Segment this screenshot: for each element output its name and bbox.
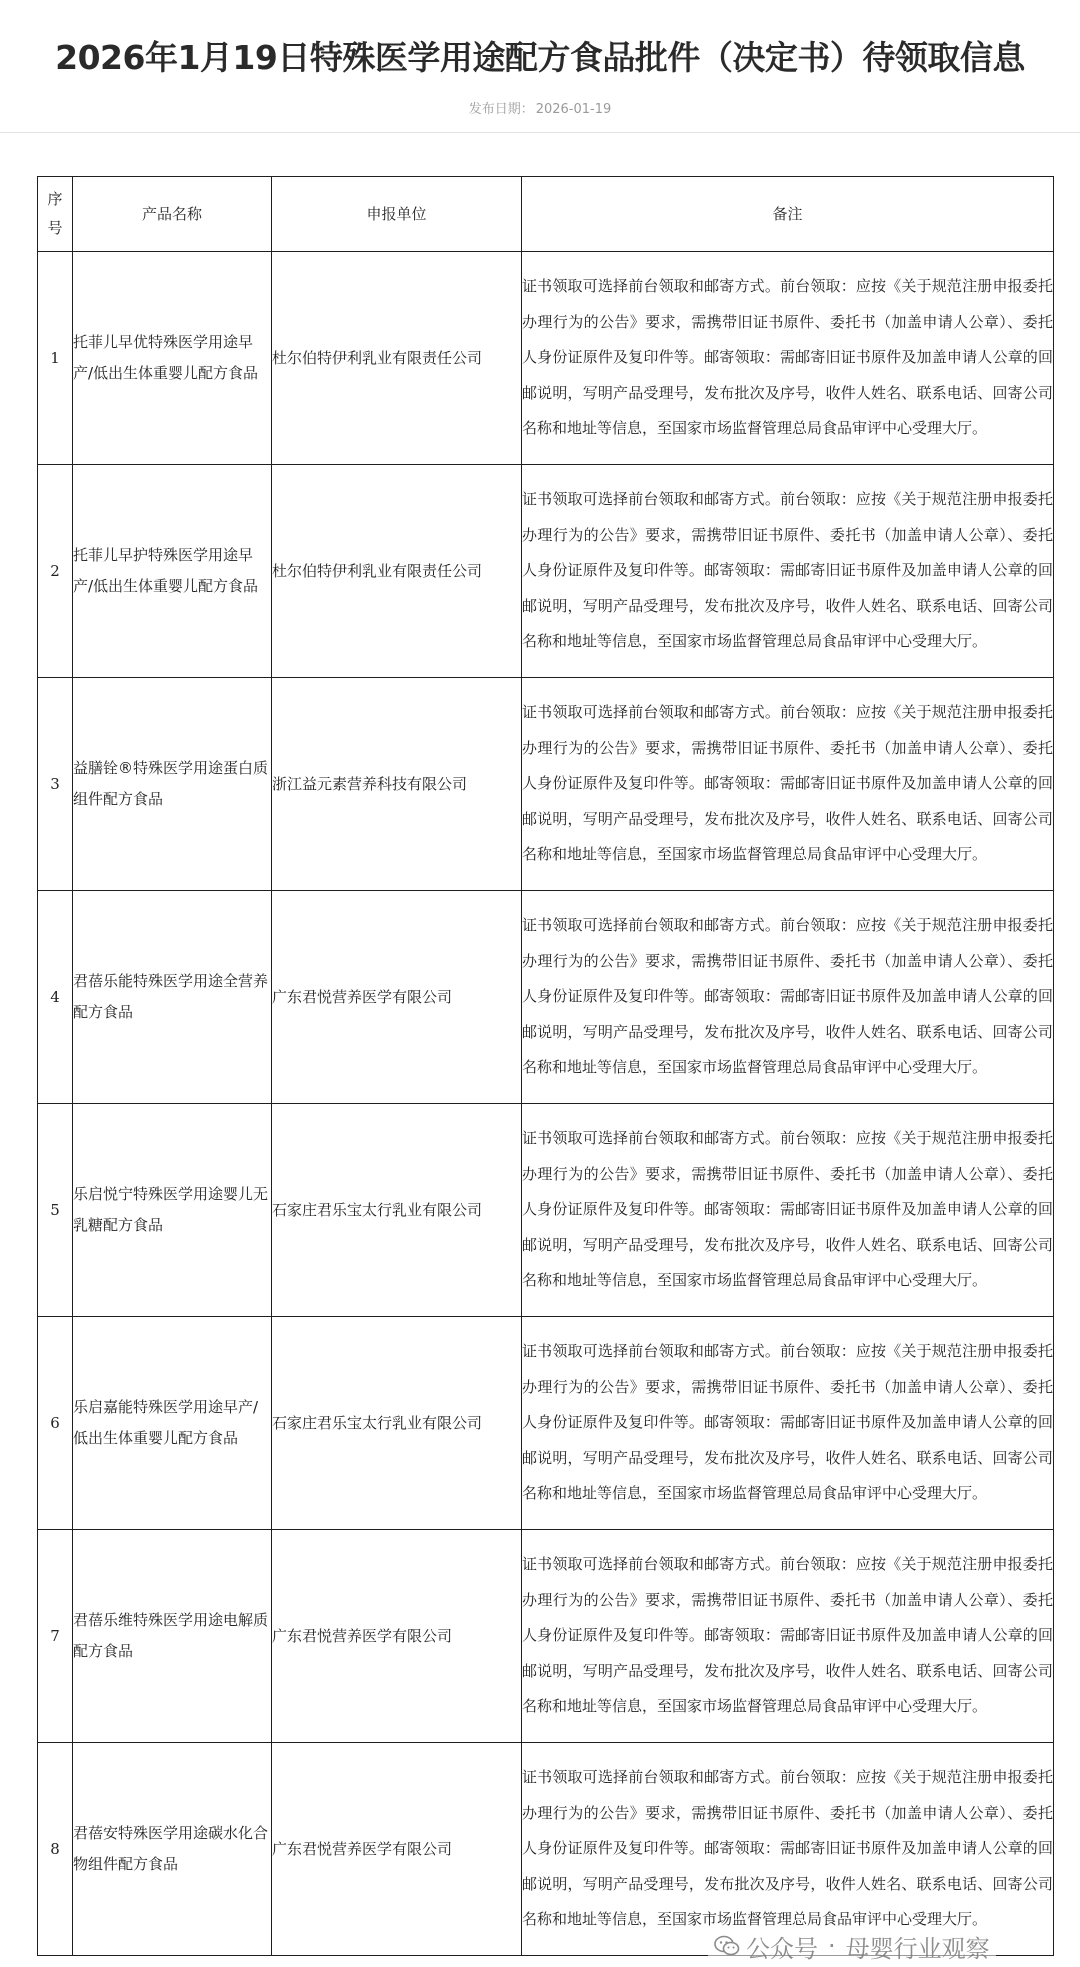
cell-product-name: 君蓓安特殊医学用途碳水化合物组件配方食品 xyxy=(73,1743,272,1956)
cell-note: 证书领取可选择前台领取和邮寄方式。前台领取：应按《关于规范注册申报委托办理行为的公告》要求，需携带旧证书原件、委托书（加盖申请人公章）、委托人身份证原件及复印件等。邮寄领取：需邮寄旧证书原件及加盖申请人公章的回邮说明，写明产品受理号，发布批次及序号，收件人姓名、联系电话、回寄公司名称和地址等信息，至国家市场监督管理总局食品审评中心受理大厅。 xyxy=(522,1743,1054,1956)
cell-note: 证书领取可选择前台领取和邮寄方式。前台领取：应按《关于规范注册申报委托办理行为的公告》要求，需携带旧证书原件、委托书（加盖申请人公章）、委托人身份证原件及复印件等。邮寄领取：需邮寄旧证书原件及加盖申请人公章的回邮说明，写明产品受理号，发布批次及序号，收件人姓名、联系电话、回寄公司名称和地址等信息，至国家市场监督管理总局食品审评中心受理大厅。 xyxy=(522,1317,1054,1530)
cell-note: 证书领取可选择前台领取和邮寄方式。前台领取：应按《关于规范注册申报委托办理行为的公告》要求，需携带旧证书原件、委托书（加盖申请人公章）、委托人身份证原件及复印件等。邮寄领取：需邮寄旧证书原件及加盖申请人公章的回邮说明，写明产品受理号，发布批次及序号，收件人姓名、联系电话、回寄公司名称和地址等信息，至国家市场监督管理总局食品审评中心受理大厅。 xyxy=(522,465,1054,678)
cell-seq: 7 xyxy=(38,1530,73,1743)
watermark-account: 母婴行业观察 xyxy=(845,1934,990,1963)
table-body xyxy=(38,252,1054,1956)
header-seq: 序号 xyxy=(38,177,73,252)
table-row xyxy=(38,1530,1054,1743)
watermark-separator: · xyxy=(828,1932,836,1960)
cell-product-name: 益膳铨®特殊医学用途蛋白质组件配方食品 xyxy=(73,678,272,891)
page-title: 2026年1月19日特殊医学用途配方食品批件（决定书）待领取信息 xyxy=(55,38,1025,78)
cell-applicant-unit: 广东君悦营养医学有限公司 xyxy=(272,1743,522,1956)
cell-seq: 3 xyxy=(38,678,73,891)
cell-seq: 8 xyxy=(38,1743,73,1956)
cell-note: 证书领取可选择前台领取和邮寄方式。前台领取：应按《关于规范注册申报委托办理行为的公告》要求，需携带旧证书原件、委托书（加盖申请人公章）、委托人身份证原件及复印件等。邮寄领取：需邮寄旧证书原件及加盖申请人公章的回邮说明，写明产品受理号，发布批次及序号，收件人姓名、联系电话、回寄公司名称和地址等信息，至国家市场监督管理总局食品审评中心受理大厅。 xyxy=(522,678,1054,891)
publish-info xyxy=(0,100,1080,120)
cell-seq: 1 xyxy=(38,252,73,465)
table-row xyxy=(38,465,1054,678)
cell-product-name: 君蓓乐维特殊医学用途电解质配方食品 xyxy=(73,1530,272,1743)
cell-product-name: 托菲儿早护特殊医学用途早产/低出生体重婴儿配方食品 xyxy=(73,465,272,678)
cell-product-name: 乐启悦宁特殊医学用途婴儿无乳糖配方食品 xyxy=(73,1104,272,1317)
cell-applicant-unit: 广东君悦营养医学有限公司 xyxy=(272,1530,522,1743)
cell-note: 证书领取可选择前台领取和邮寄方式。前台领取：应按《关于规范注册申报委托办理行为的公告》要求，需携带旧证书原件、委托书（加盖申请人公章）、委托人身份证原件及复印件等。邮寄领取：需邮寄旧证书原件及加盖申请人公章的回邮说明，写明产品受理号，发布批次及序号，收件人姓名、联系电话、回寄公司名称和地址等信息，至国家市场监督管理总局食品审评中心受理大厅。 xyxy=(522,1104,1054,1317)
cell-note: 证书领取可选择前台领取和邮寄方式。前台领取：应按《关于规范注册申报委托办理行为的公告》要求，需携带旧证书原件、委托书（加盖申请人公章）、委托人身份证原件及复印件等。邮寄领取：需邮寄旧证书原件及加盖申请人公章的回邮说明，写明产品受理号，发布批次及序号，收件人姓名、联系电话、回寄公司名称和地址等信息，至国家市场监督管理总局食品审评中心受理大厅。 xyxy=(522,1530,1054,1743)
header-applicant-unit: 申报单位 xyxy=(272,177,522,252)
table-header-row xyxy=(38,177,1054,252)
cell-seq: 4 xyxy=(38,891,73,1104)
wechat-watermark xyxy=(708,1929,996,1963)
table-row xyxy=(38,1743,1054,1956)
cell-applicant-unit: 石家庄君乐宝太行乳业有限公司 xyxy=(272,1104,522,1317)
cell-seq: 2 xyxy=(38,465,73,678)
wechat-icon xyxy=(714,1935,740,1957)
approval-table xyxy=(37,176,1054,1956)
title-divider xyxy=(0,132,1080,133)
cell-seq: 6 xyxy=(38,1317,73,1530)
cell-applicant-unit: 杜尔伯特伊利乳业有限责任公司 xyxy=(272,252,522,465)
publish-date: 2026-01-19 xyxy=(535,102,612,117)
cell-seq: 5 xyxy=(38,1104,73,1317)
cell-applicant-unit: 石家庄君乐宝太行乳业有限公司 xyxy=(272,1317,522,1530)
table-row xyxy=(38,1104,1054,1317)
cell-product-name: 乐启嘉能特殊医学用途早产/低出生体重婴儿配方食品 xyxy=(73,1317,272,1530)
cell-product-name: 托菲儿早优特殊医学用途早产/低出生体重婴儿配方食品 xyxy=(73,252,272,465)
watermark-platform: 公众号 xyxy=(746,1934,818,1963)
cell-product-name: 君蓓乐能特殊医学用途全营养配方食品 xyxy=(73,891,272,1104)
cell-applicant-unit: 杜尔伯特伊利乳业有限责任公司 xyxy=(272,465,522,678)
cell-applicant-unit: 浙江益元素营养科技有限公司 xyxy=(272,678,522,891)
header-product-name: 产品名称 xyxy=(73,177,272,252)
cell-applicant-unit: 广东君悦营养医学有限公司 xyxy=(272,891,522,1104)
cell-note: 证书领取可选择前台领取和邮寄方式。前台领取：应按《关于规范注册申报委托办理行为的公告》要求，需携带旧证书原件、委托书（加盖申请人公章）、委托人身份证原件及复印件等。邮寄领取：需邮寄旧证书原件及加盖申请人公章的回邮说明，写明产品受理号，发布批次及序号，收件人姓名、联系电话、回寄公司名称和地址等信息，至国家市场监督管理总局食品审评中心受理大厅。 xyxy=(522,891,1054,1104)
table-row xyxy=(38,1317,1054,1530)
header-note: 备注 xyxy=(522,177,1054,252)
table-row xyxy=(38,678,1054,891)
publish-date-label: 发布日期： xyxy=(468,102,534,117)
table-row xyxy=(38,891,1054,1104)
table-row xyxy=(38,252,1054,465)
cell-note: 证书领取可选择前台领取和邮寄方式。前台领取：应按《关于规范注册申报委托办理行为的公告》要求，需携带旧证书原件、委托书（加盖申请人公章）、委托人身份证原件及复印件等。邮寄领取：需邮寄旧证书原件及加盖申请人公章的回邮说明，写明产品受理号，发布批次及序号，收件人姓名、联系电话、回寄公司名称和地址等信息，至国家市场监督管理总局食品审评中心受理大厅。 xyxy=(522,252,1054,465)
